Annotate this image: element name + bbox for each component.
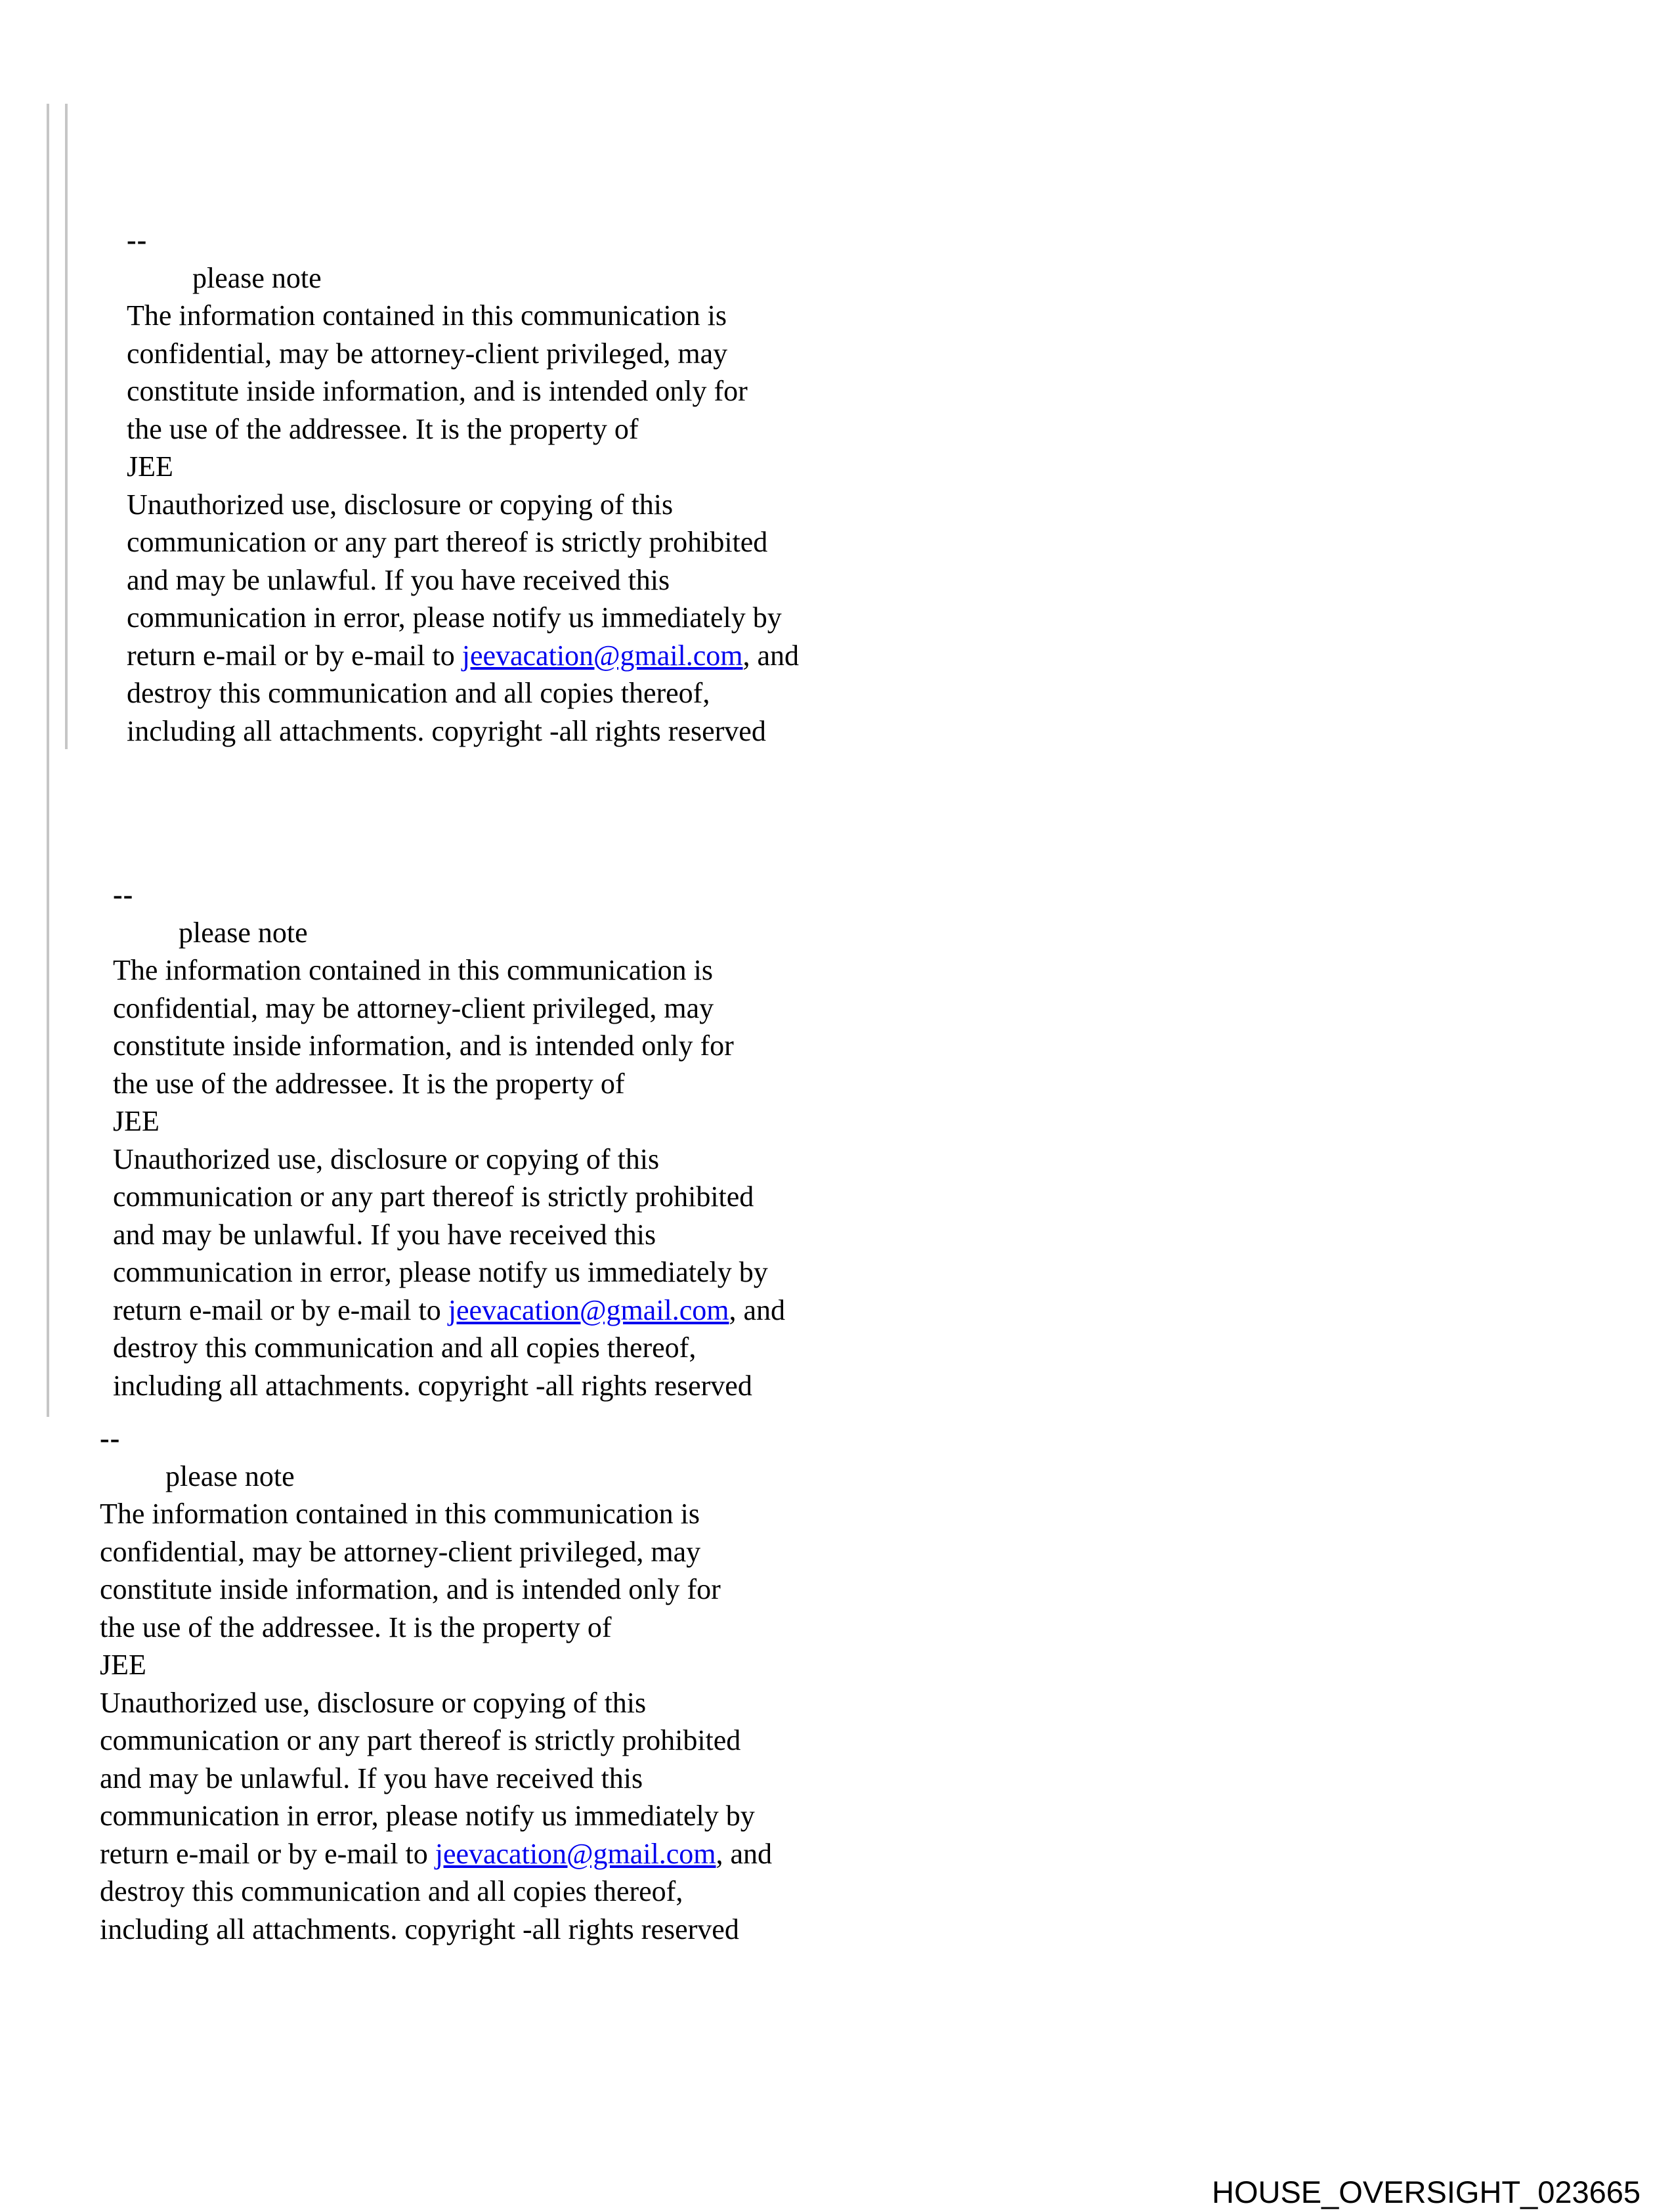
disclaimer-line: the use of the addressee. It is the property of — [100, 1611, 612, 1643]
disclaimer-line: communication or any part thereof is strictly prohibited — [100, 1724, 741, 1756]
disclaimer-email-line — [127, 637, 799, 675]
signature-separator: -- — [113, 878, 134, 911]
disclaimer-line: Unauthorized use, disclosure or copying of this — [113, 1142, 660, 1175]
disclaimer-line: destroy this communication and all copies thereof, — [113, 1332, 697, 1364]
email-line-prefix: return e-mail or by e-mail to — [100, 1837, 435, 1870]
disclaimer-block-1 — [127, 221, 799, 750]
disclaimer-line: communication or any part thereof is strictly prohibited — [127, 526, 768, 558]
disclaimer-line: confidential, may be attorney-client privileged, may — [127, 337, 728, 370]
note-heading: please note — [179, 916, 308, 949]
disclaimer-line: the use of the addressee. It is the property of — [127, 412, 639, 445]
disclaimer-line: confidential, may be attorney-client privileged, may — [113, 991, 714, 1024]
disclaimer-line: communication in error, please notify us immediately by — [127, 601, 782, 634]
disclaimer-line: The information contained in this communication is — [127, 299, 727, 332]
disclaimer-line: and may be unlawful. If you have received this — [127, 563, 670, 596]
note-heading: please note — [192, 261, 322, 294]
disclaimer-line: and may be unlawful. If you have received this — [100, 1762, 643, 1794]
note-heading: please note — [165, 1460, 295, 1492]
disclaimer-block-2 — [113, 876, 785, 1404]
signature-separator: -- — [100, 1422, 121, 1454]
disclaimer-line: Unauthorized use, disclosure or copying of this — [127, 488, 674, 521]
disclaimer-line: including all attachments. copyright -all rights reserved — [100, 1913, 739, 1945]
disclaimer-line: the use of the addressee. It is the property of — [113, 1067, 625, 1100]
disclaimer-email-line — [100, 1835, 772, 1873]
signature-separator: -- — [127, 224, 148, 256]
disclaimer-line: constitute inside information, and is intended only for — [100, 1573, 721, 1605]
disclaimer-line: Unauthorized use, disclosure or copying of this — [100, 1686, 647, 1719]
quote-bar-outer — [47, 104, 49, 1417]
disclaimer-line: confidential, may be attorney-client privileged, may — [100, 1535, 701, 1568]
disclaimer-line: including all attachments. copyright -all rights reserved — [127, 714, 766, 747]
disclaimer-line: The information contained in this communication is — [100, 1498, 700, 1530]
disclaimer-line: constitute inside information, and is intended only for — [113, 1030, 734, 1062]
disclaimer-line: destroy this communication and all copies thereof, — [100, 1875, 683, 1907]
disclaimer-line: destroy this communication and all copies thereof, — [127, 677, 710, 709]
email-link[interactable]: jeevacation@gmail.com — [461, 639, 743, 672]
disclaimer-line: and may be unlawful. If you have received this — [113, 1218, 656, 1251]
disclaimer-block-3 — [100, 1420, 772, 1948]
disclaimer-line: communication in error, please notify us immediately by — [100, 1800, 755, 1832]
email-line-suffix: , and — [729, 1293, 786, 1326]
email-link[interactable]: jeevacation@gmail.com — [448, 1293, 729, 1326]
bates-number: HOUSE_OVERSIGHT_023665 — [1212, 2175, 1641, 2209]
disclaimer-line: The information contained in this communication is — [113, 954, 714, 986]
disclaimer-line: JEE — [127, 450, 173, 483]
disclaimer-line: communication in error, please notify us immediately by — [113, 1256, 768, 1288]
email-line-suffix: , and — [716, 1837, 773, 1870]
disclaimer-line: communication or any part thereof is strictly prohibited — [113, 1181, 754, 1213]
disclaimer-line: JEE — [113, 1105, 160, 1137]
email-link[interactable]: jeevacation@gmail.com — [435, 1837, 716, 1870]
disclaimer-line: constitute inside information, and is intended only for — [127, 375, 748, 407]
email-line-prefix: return e-mail or by e-mail to — [127, 639, 462, 672]
disclaimer-email-line — [113, 1291, 785, 1330]
quote-bar-inner — [65, 104, 68, 749]
email-line-prefix: return e-mail or by e-mail to — [113, 1293, 448, 1326]
email-line-suffix: , and — [742, 639, 800, 672]
disclaimer-line: JEE — [100, 1649, 146, 1681]
disclaimer-line: including all attachments. copyright -all rights reserved — [113, 1369, 752, 1402]
